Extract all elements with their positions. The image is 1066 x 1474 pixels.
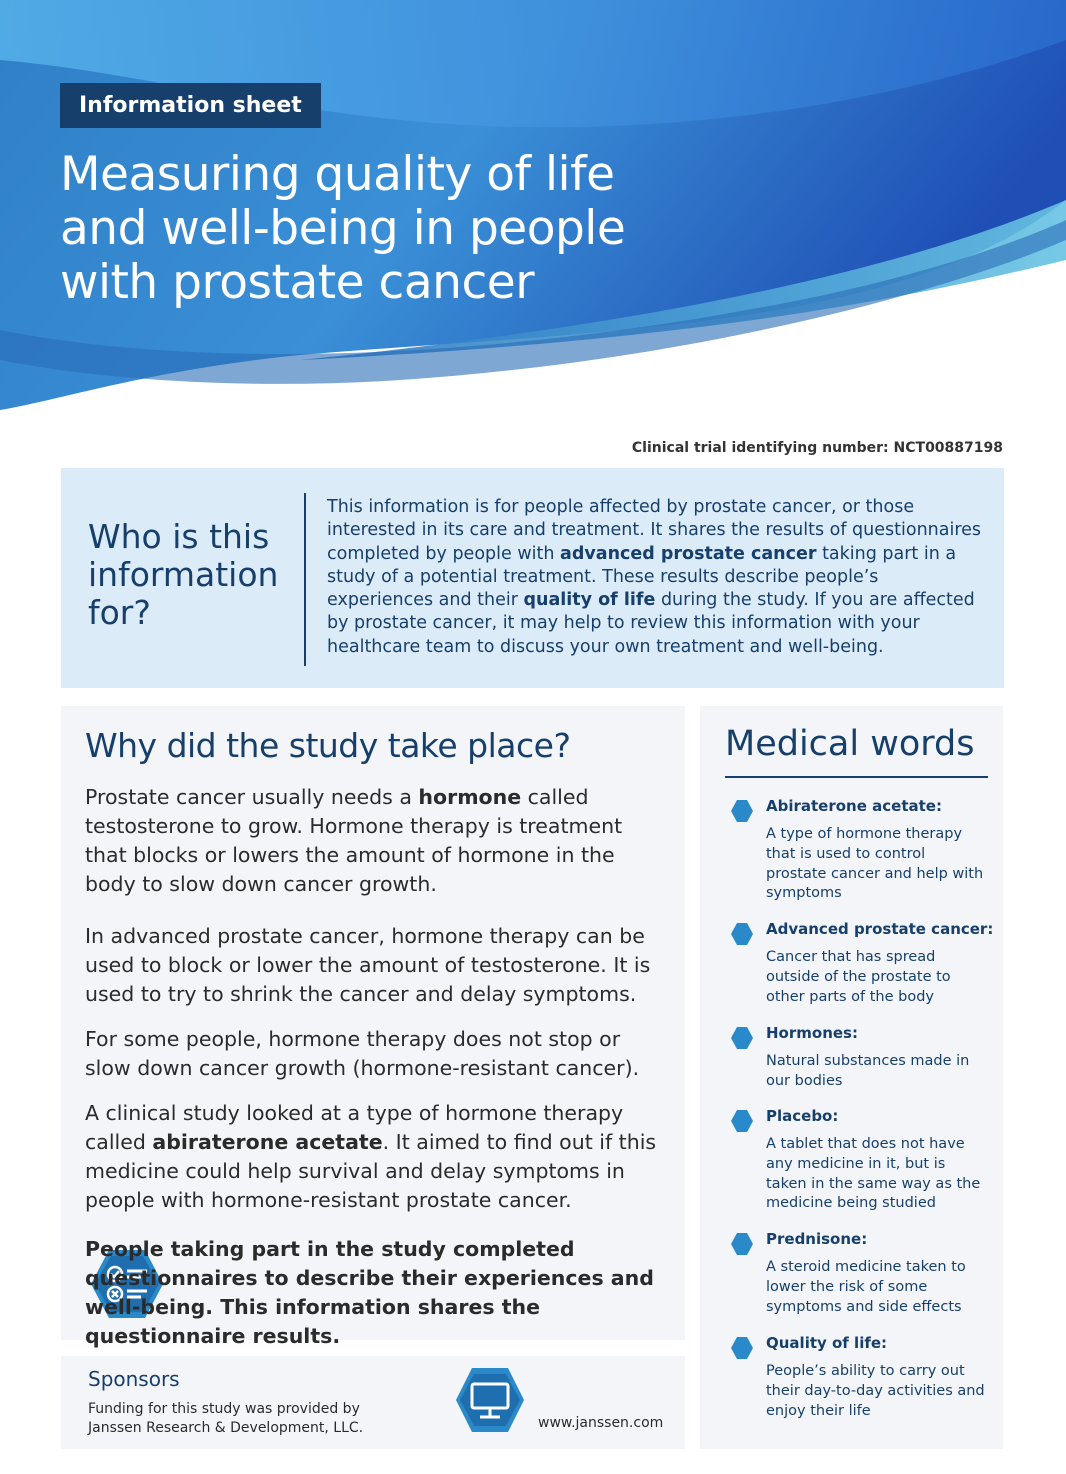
- glossary-term: Abiraterone acetate:: [766, 797, 942, 815]
- glossary-definition: Cancer that has spread outside of the prostate to other parts of the body: [766, 949, 951, 1005]
- why-heading: Why did the study take place?: [85, 726, 571, 765]
- callout-text: People taking part in the study completed questionnaires to describe their experiences and well-being. This information shares the questionnaire results.: [85, 1237, 654, 1348]
- bullet-icon: [730, 1026, 754, 1050]
- heading-underline: [725, 776, 988, 778]
- glossary-definition: Natural substances made in our bodies: [766, 1053, 970, 1089]
- page-title: Measuring quality of life and well-being in people with prostate cancer: [60, 147, 626, 310]
- why-section: [61, 706, 685, 1348]
- who-text: This information is for people affected by prostate cancer, or those interested in its care and treatment. It shares the results of questionnaires completed by people with advanced prostate cancer taking part in a study of a potential treatment. These results describe people’s experiences and their quality of life during the study. If you are affected by prostate cancer, it may help to review this information with your healthcare team to discuss your own treatment and well-being.: [327, 497, 982, 657]
- computer-icon: [454, 1366, 526, 1434]
- glossary-definition: People’s ability to carry out their day-to-day activities and enjoy their life: [766, 1363, 985, 1419]
- glossary-term: Quality of life:: [766, 1334, 888, 1352]
- glossary-term: Placebo:: [766, 1107, 839, 1125]
- medical-words-heading: Medical words: [725, 724, 975, 764]
- glossary-term: Hormones:: [766, 1024, 858, 1042]
- glossary-definition: A type of hormone therapy that is used to control prostate cancer and help with symptoms: [766, 826, 984, 902]
- website-link[interactable]: www.janssen.com: [538, 1415, 664, 1431]
- glossary-definition: A steroid medicine taken to lower the risk of some symptoms and side effects: [766, 1259, 966, 1315]
- bullet-icon: [730, 1109, 754, 1133]
- bullet-icon: [730, 799, 754, 823]
- funding-text: Funding for this study was provided by Janssen Research & Development, LLC.: [88, 1401, 364, 1436]
- why-paragraph-4: A clinical study looked at a type of hormone therapy called abiraterone acetate. It aimed to find out if this medicine could help survival and delay symptoms in people with hormone-resistant prostate cancer.: [85, 1101, 657, 1212]
- glossary-term: Prednisone:: [766, 1230, 868, 1248]
- sponsors-heading: Sponsors: [88, 1367, 180, 1391]
- why-paragraph-1: Prostate cancer usually needs a hormone called testosterone to grow. Hormone therapy is treatment that blocks or lowers the amount of hormone in the body to slow down cancer growth.: [85, 785, 623, 896]
- header-banner: [0, 0, 1066, 430]
- who-heading: Who is this information for?: [88, 517, 279, 632]
- why-paragraph-3: For some people, hormone therapy does not stop or slow down cancer growth (hormone-resistant cancer).: [85, 1027, 640, 1080]
- sponsors-section: [61, 1356, 685, 1449]
- medical-words-panel: [700, 706, 1003, 1449]
- bullet-icon: [730, 1336, 754, 1360]
- glossary-term: Advanced prostate cancer:: [766, 920, 994, 938]
- divider: [304, 493, 306, 666]
- glossary-definition: A tablet that does not have any medicine in it, but is taken in the same way as the medicine being studied: [766, 1136, 981, 1212]
- info-sheet-tag: Information sheet: [60, 83, 321, 128]
- trial-id: Clinical trial identifying number: NCT00887198: [631, 440, 1003, 456]
- bullet-icon: [730, 922, 754, 946]
- why-paragraph-2: In advanced prostate cancer, hormone therapy can be used to block or lower the amount of testosterone. It is used to try to shrink the cancer and delay symptoms.: [85, 924, 651, 1006]
- bullet-icon: [730, 1232, 754, 1256]
- who-section: [61, 468, 1004, 688]
